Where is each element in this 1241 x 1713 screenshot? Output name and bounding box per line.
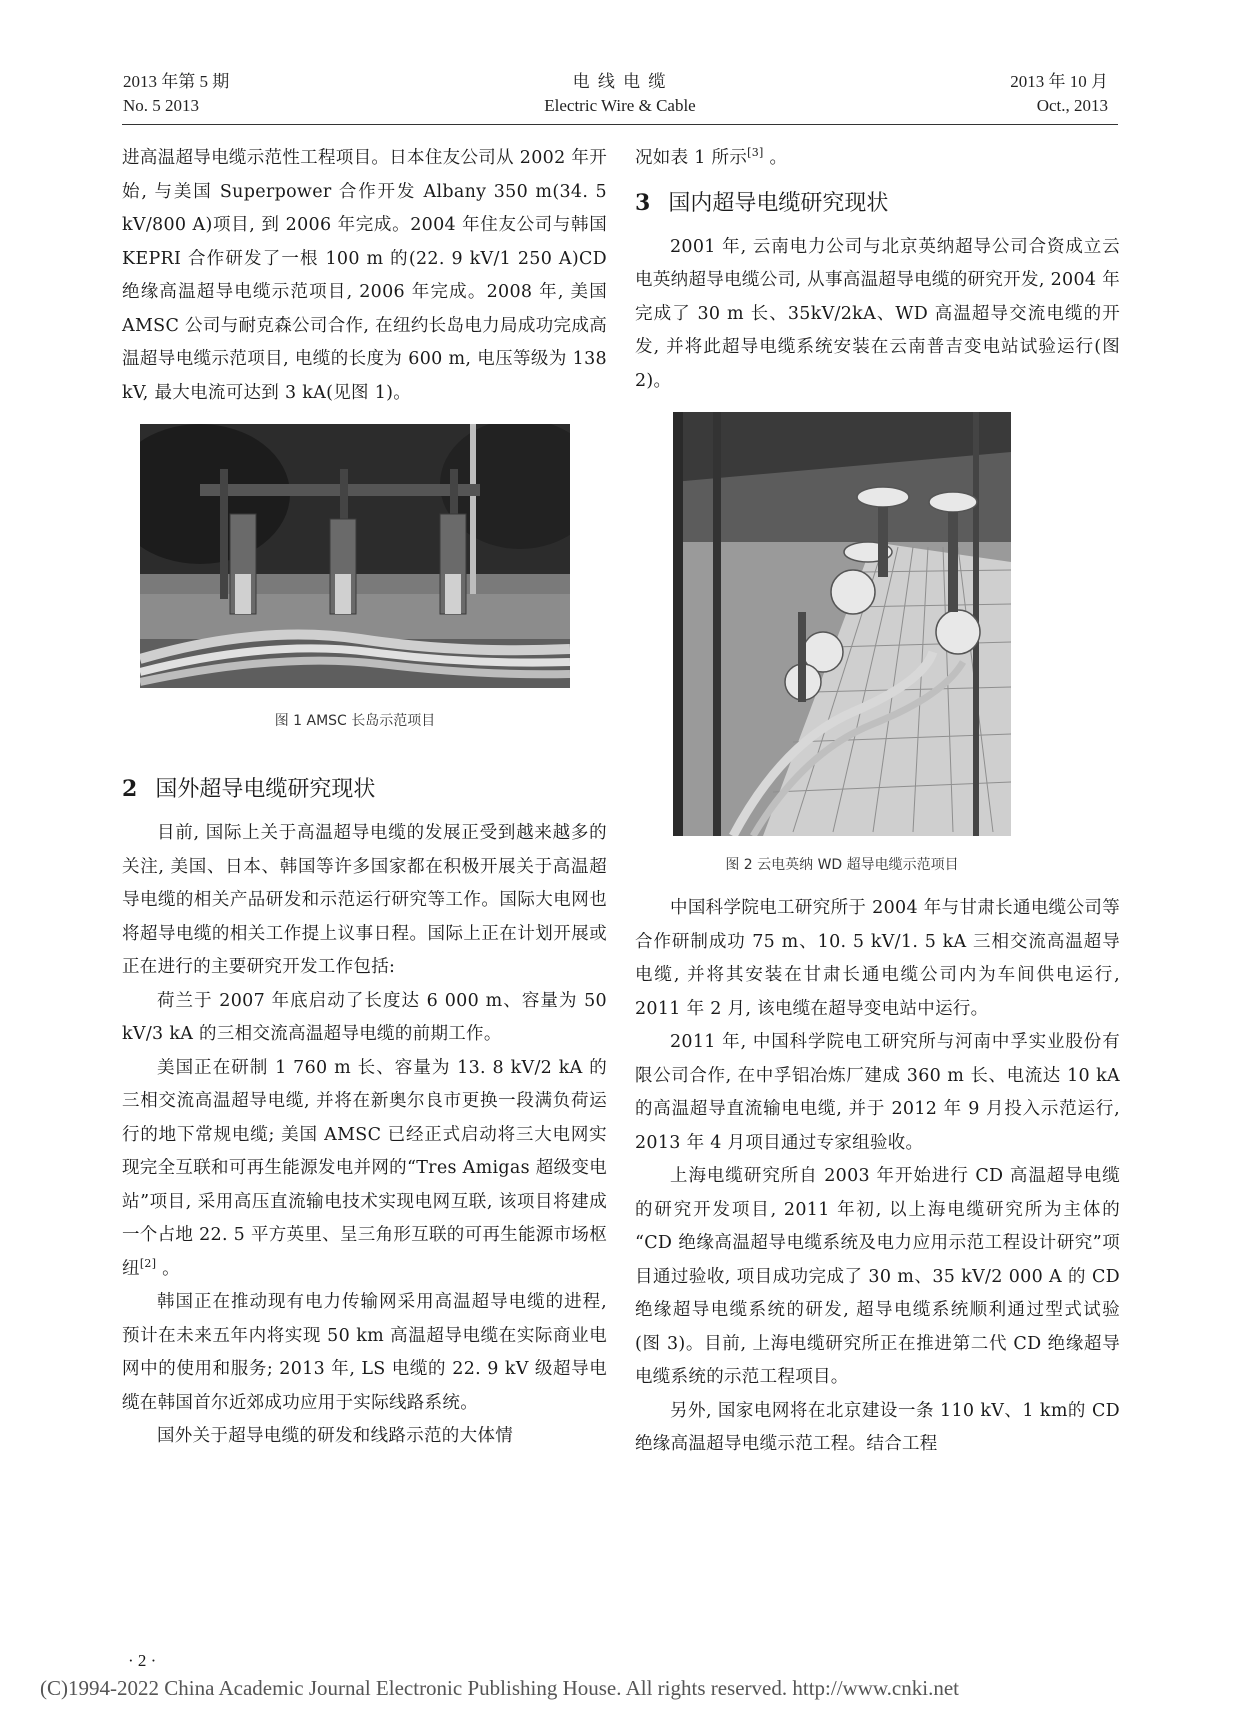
paragraph: 荷兰于 2007 年底启动了长度达 6 000 m、容量为 50 kV/3 kA 的三相交流高温超导电缆的前期工作。 (122, 990, 607, 1044)
paragraph: 上海电缆研究所自 2003 年开始进行 CD 高温超导电缆的研究开发项目, 2011 年初, 以上海电缆研究所为主体的 “CD 绝缘高温超导电缆系统及电力应用示范工程设计研究”项目通过验收, 项目成功完成了 30 m、35 kV/2 000 A 的 CD 绝缘超导电缆系统的研发, 超导电缆系统顺利通过型式试验 (图 3)。目前, 上海电缆研究所正在推进第二代 CD 绝缘超导电缆系统的示范工程项目。 (635, 1166, 1120, 1387)
section-3-heading (635, 188, 1120, 219)
paragraph-text: 况如表 1 所示 (635, 148, 748, 168)
date-label-en: Oct., 2013 (1036, 96, 1108, 115)
copyright-notice: (C)1994-2022 China Academic Journal Electronic Publishing House. All rights reserved. http://www.cnki.net (40, 1676, 959, 1700)
paragraph (122, 1052, 607, 1287)
citation: [3] (747, 146, 764, 160)
section-title: 国外超导电缆研究现状 (155, 777, 376, 802)
paragraph: 进高温超导电缆示范性工程项目。日本住友公司从 2002 年开始, 与美国 Superpower 合作开发 Albany 350 m(34. 5 kV/800 A)项目, 到 2006 年完成。2004 年住友公司与韩国 KEPRI 合作研发了一根 100 m 的(22. 9 kV/1 250 A)CD 绝缘高温超导电缆示范项目, 2006 年完成。2008 年, 美国 AMSC 公司与耐克森公司合作, 在纽约长岛电力局成功完成高温超导电缆示范项目, 电缆的长度为 600 m, 电压等级为 138 kV, 最大电流可达到 3 kA(见图 1)。 (122, 148, 607, 403)
figure-2-photo (673, 412, 1011, 836)
figure-1 (140, 424, 570, 730)
header-center (420, 70, 820, 118)
figure-1-caption: 图 1 AMSC 长岛示范项目 (274, 713, 436, 729)
right-column (635, 142, 1120, 1462)
issue-label-en: No. 5 2013 (123, 96, 200, 115)
paragraph-text: 。 (156, 1258, 180, 1279)
paragraph: 中国科学院电工研究所于 2004 年与甘肃长通电缆公司等合作研制成功 75 m、10. 5 kV/1. 5 kA 三相交流高温超导电缆, 并将其安装在甘肃长通电缆公司内为车间供电运行, 2011 年 2 月, 该电缆在超导变电站中运行。 (635, 898, 1120, 1019)
paragraph: 另外, 国家电网将在北京建设一条 110 kV、1 km的 CD 绝缘高温超导电缆示范工程。结合工程 (635, 1400, 1120, 1454)
date-label: 2013 年 10 月 (1010, 72, 1108, 91)
header-right (1010, 70, 1108, 118)
figure-1-photo (140, 424, 570, 688)
section-2-heading (122, 774, 607, 805)
paragraph-text: 。 (763, 148, 788, 168)
paragraph-text: 美国正在研制 1 760 m 长、容量为 13. 8 kV/2 kA 的三相交流高温超导电缆, 并将在新奥尔良市更换一段满负荷运行的地下常规电缆; 美国 AMSC 已经正式启动将三大电网实现完全互联和可再生能源发电并网的“Tres Amigas 超级变电站”项目, 采用高压直流输电技术实现电网互联, 该项目将建成一个占地 22. 5 平方英里、呈三角形互联的可再生能源市场枢纽 (122, 1057, 607, 1279)
citation: [2] (139, 1256, 157, 1270)
paragraph: 目前, 国际上关于高温超导电缆的发展正受到越来越多的关注, 美国、日本、韩国等许多国家都在积极开展关于高温超导电缆的相关产品研发和示范运行研究等工作。国际大电网也将超导电缆的相关工作提上议事日程。国际上正在计划开展或正在进行的主要研究开发工作包括: (122, 823, 607, 977)
section-number: 2 (122, 776, 138, 802)
section-title: 国内超导电缆研究现状 (668, 190, 889, 216)
journal-title: 电 线 电 缆 (572, 72, 668, 91)
paragraph: 2001 年, 云南电力公司与北京英纳超导公司合资成立云电英纳超导电缆公司, 从事高温超导电缆的研究开发, 2004 年完成了 30 m 长、35kV/2kA、WD 高温超导交流电缆的开发, 并将此超导电缆系统安装在云南普吉变电站试验运行(图 2)。 (635, 236, 1120, 391)
figure-2-caption: 图 2 云电英纳 WD 超导电缆示范项目 (725, 857, 959, 873)
paragraph: 国外关于超导电缆的研发和线路示范的大体情 (157, 1426, 513, 1446)
paragraph (635, 142, 1120, 176)
header-left (123, 70, 229, 118)
journal-title-en: Electric Wire & Cable (544, 96, 696, 115)
left-column (122, 142, 607, 1454)
header-rule (122, 124, 1118, 125)
page-number: · 2 · (128, 1651, 157, 1670)
section-number: 3 (635, 189, 651, 216)
paragraph: 韩国正在推动现有电力传输网采用高温超导电缆的进程, 预计在未来五年内将实现 50 km 高温超导电缆在实际商业电网中的使用和服务; 2013 年, LS 电缆的 22. 9 kV 级超导电缆在韩国首尔近郊成功应用于实际线路系统。 (122, 1292, 607, 1413)
figure-2 (673, 412, 1011, 874)
issue-label: 2013 年第 5 期 (123, 72, 230, 91)
paragraph: 2011 年, 中国科学院电工研究所与河南中孚实业股份有限公司合作, 在中孚铝冶炼厂建成 360 m 长、电流达 10 kA 的高温超导直流输电电缆, 并于 2012 年 9 月投入示范运行, 2013 年 4 月项目通过专家组验收。 (635, 1032, 1120, 1153)
